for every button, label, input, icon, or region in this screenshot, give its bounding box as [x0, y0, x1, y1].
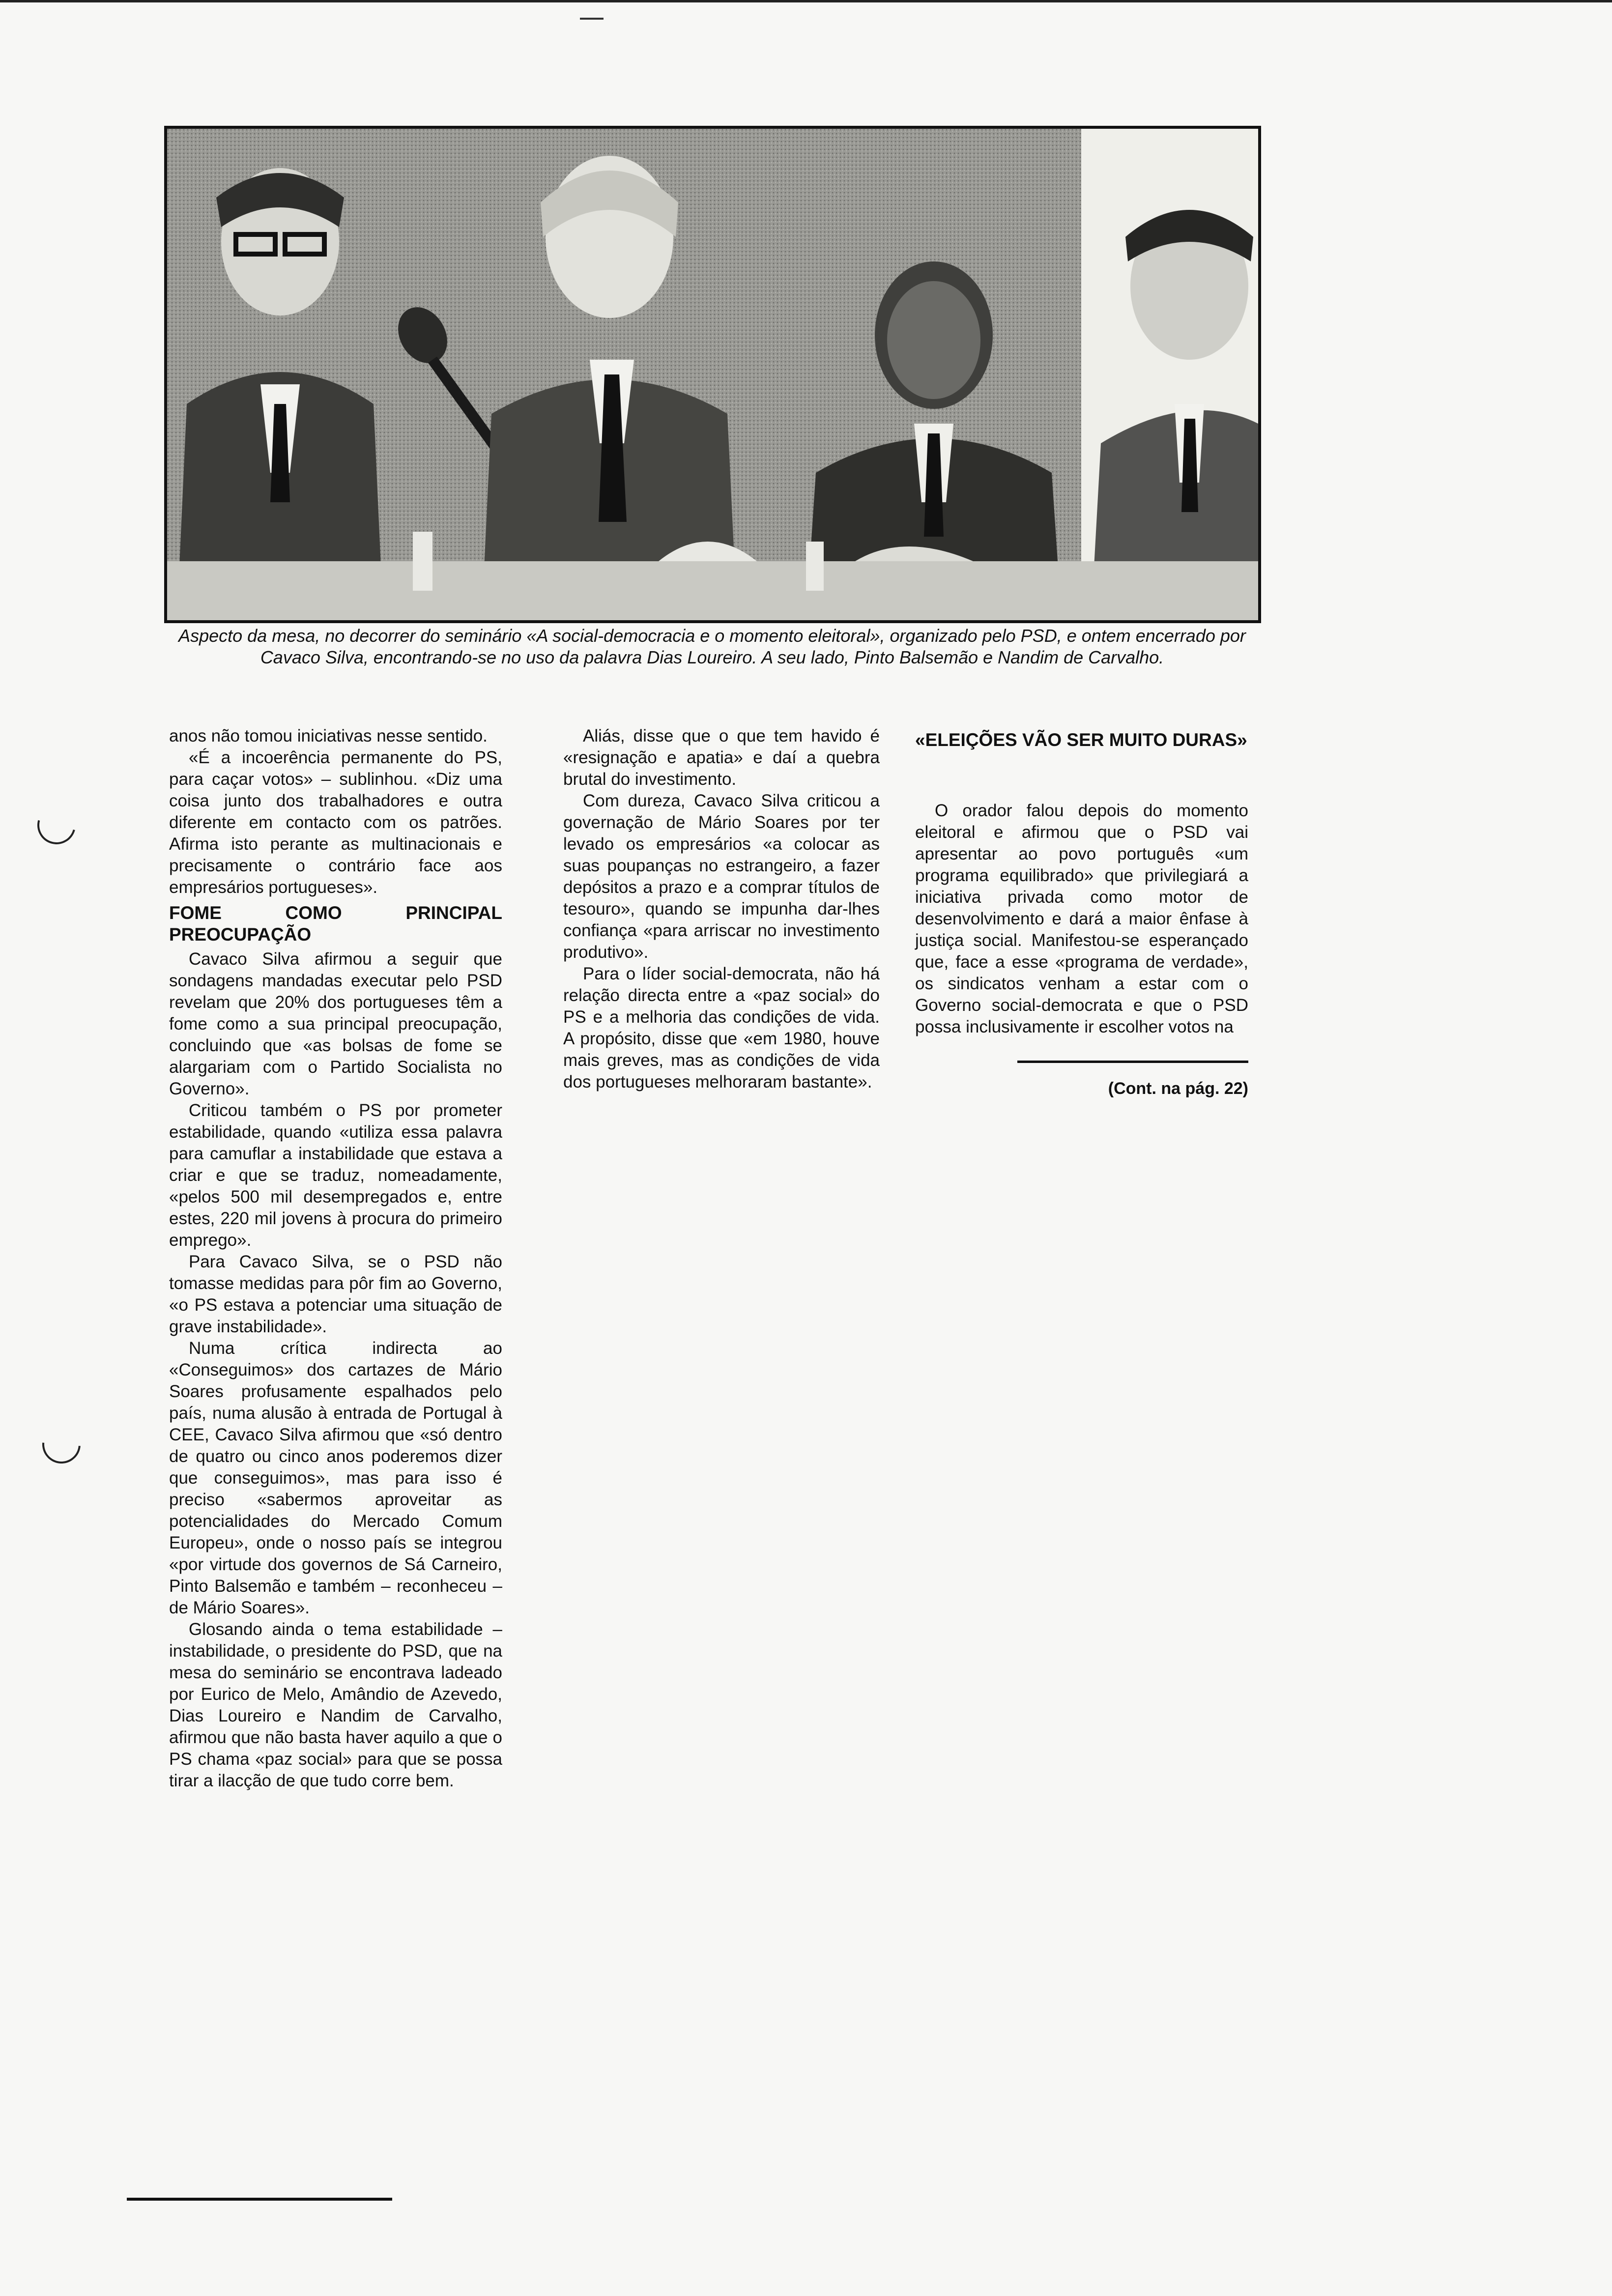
punch-hole-mark: [34, 1417, 88, 1471]
top-dash: [580, 18, 604, 20]
paragraph: Para o líder social-democrata, não há relação directa entre a «paz social» do PS e a melhoria das condições de vida. A propósito, disse que «em 1980, houve mais greves, mas as condições de vida dos portugueses melhoraram bastante».: [563, 964, 880, 1091]
photo-of-four-men-at-table-icon: [167, 129, 1258, 620]
continued-note: (Cont. na pág. 22): [1108, 1079, 1248, 1098]
paragraph: Criticou também o PS por prometer estabilidade, quando «utiliza essa palavra para camuflar a instabilidade que estava a criar e que se traduz, nomeadamente, «pelos 500 mil desempregados e, entre estes, 220 mil jovens à procura do primeiro emprego».: [169, 1101, 502, 1250]
bottom-rule: [127, 2198, 392, 2201]
top-rule: [0, 0, 1612, 2]
paragraph: Com dureza, Cavaco Silva criticou a governação de Mário Soares por ter levado os empresários «a colocar as suas poupanças no estrangeiro, a fazer depósitos a prazo e a comprar títulos de tesouro», quando se impunha dar-lhes confiança «para arriscar no investimento produtivo».: [563, 791, 880, 962]
column-rule: [1017, 1061, 1248, 1063]
paragraph: Cavaco Silva afirmou a seguir que sondagens mandadas executar pelo PSD revelam que 20% dos portugueses têm a fome como a sua principal preocupação, concluindo que «as bolsas de fome se alargariam com o Partido Socialista no Governo».: [169, 949, 502, 1098]
paragraph: Numa crítica indirecta ao «Conseguimos» dos cartazes de Mário Soares profusamente espalhados pelo país, numa alusão à entrada de Portugal à CEE, Cavaco Silva afirmou que «só dentro de quatro ou cinco anos poderemos dizer que conseguimos», mas para isso é preciso «sabermos aproveitar as potencialidades do Mercado Comum Europeu», onde o nosso país se integrou «por virtude dos governos de Sá Carneiro, Pinto Balsemão e também – reconheceu – de Mário Soares».: [169, 1339, 502, 1617]
paragraph: Glosando ainda o tema estabilidade – instabilidade, o presidente do PSD, que na mesa do seminário se encontrava ladeado por Eurico de Melo, Amândio de Azevedo, Dias Loureiro e Nandim de Carvalho, afirmou que não basta haver aquilo a que o PS chama «paz social» para que se possa tirar a ilacção de que tudo corre bem.: [169, 1620, 502, 1790]
article-column-3: [915, 725, 1248, 1099]
article-column-1: [169, 725, 502, 1792]
photo-caption: Aspecto da mesa, no decorrer do seminário «A social-democracia e o momento eleitoral», organizado pelo PSD, e ontem encerrado por Cavaco Silva, encontrando-se no uso da palavra Dias Loureiro. A seu lado, Pinto Balsemão e Nandim de Carvalho.: [178, 626, 1246, 667]
news-photo: [164, 126, 1261, 623]
article-column-2: [563, 725, 880, 1093]
paragraph: anos não tomou iniciativas nesse sentido.: [169, 726, 488, 746]
section-heading: «ELEIÇÕES VÃO SER MUITO DURAS»: [915, 730, 1247, 750]
paragraph: Para Cavaco Silva, se o PSD não tomasse medidas para pôr fim ao Governo, «o PS estava a potenciar uma situação de grave instabilidade».: [169, 1252, 502, 1336]
paragraph: «É a incoerência permanente do PS, para caçar votos» – sublinhou. «Diz uma coisa junto dos trabalhadores e outra diferente em contacto com os patrões. Afirma isto perante as multinacionais e precisamente o contrário face aos empresários portugueses».: [169, 748, 502, 897]
punch-hole-mark: [30, 799, 83, 852]
paragraph: Aliás, disse que o que tem havido é «resignação e apatia» e daí a quebra brutal do investimento.: [563, 726, 880, 789]
section-heading: FOME COMO PRINCIPAL PREOCUPAÇÃO: [169, 903, 502, 945]
paragraph: O orador falou depois do momento eleitoral e afirmou que o PSD vai apresentar ao povo português «um programa equilibrado» que privilegiará a iniciativa privada como motor de desenvolvimento e dará a maior ênfase à justiça social. Manifestou-se esperançado que, face a esse «programa de verdade», os sindicatos venham a estar com o Governo social-democrata e que o PSD possa inclusivamente ir escolher votos na: [915, 801, 1248, 1036]
